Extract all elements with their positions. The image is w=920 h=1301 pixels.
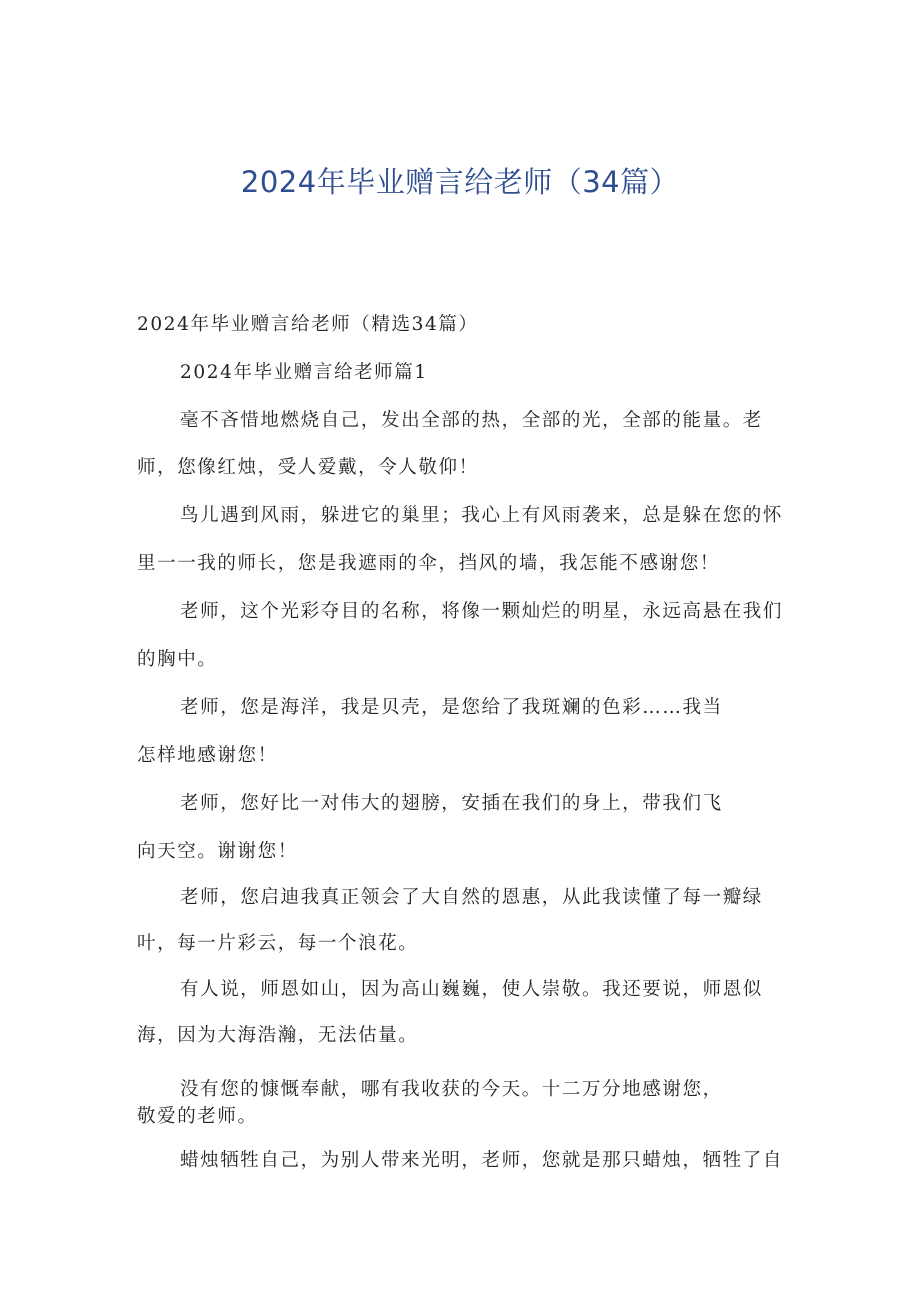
paragraph-line: 怎样地感谢您！ [137,745,278,766]
paragraph-line: 向天空。谢谢您！ [137,841,298,862]
paragraph-line: 里一一我的师长，您是我遮雨的伞，挡风的墙，我怎能不感谢您！ [137,553,720,574]
paragraph-line: 叶，每一片彩云，每一个浪花。 [137,933,419,954]
paragraph-line: 老师，您好比一对伟大的翅膀，安插在我们的身上，带我们飞 [180,793,723,814]
paragraph-line: 有人说，师恩如山，因为高山巍巍，使人崇敬。我还要说，师恩似 [180,979,763,1000]
paragraph-line: 毫不吝惜地燃烧自己，发出全部的热，全部的光，全部的能量。老 [180,410,763,431]
paragraph-line: 师，您像红烛，受人爱戴，令人敬仰！ [137,457,479,478]
paragraph-line: 敬爱的老师。 [137,1106,258,1127]
paragraph-line: 老师，您是海洋，我是贝壳，是您给了我斑斓的色彩……我当 [180,697,723,718]
paragraph-line: 老师，您启迪我真正领会了大自然的恩惠，从此我读懂了每一瓣绿 [180,887,763,908]
paragraph-line: 海，因为大海浩瀚，无法估量。 [137,1025,419,1046]
paragraph-line: 的胸中。 [137,649,218,670]
paragraph-line: 老师，这个光彩夺目的名称，将像一颗灿烂的明星，永远高悬在我们 [180,601,784,622]
paragraph-line: 没有您的慷慨奉献，哪有我收获的今天。十二万分地感谢您， [180,1079,723,1100]
document-subtitle: 2024年毕业赠言给老师（精选34篇） [137,314,479,335]
document-title: 2024年毕业赠言给老师（34篇） [240,165,680,199]
section-heading: 2024年毕业赠言给老师篇1 [180,362,428,383]
paragraph-line: 鸟儿遇到风雨，躲进它的巢里；我心上有风雨袭来，总是躲在您的怀 [180,505,784,526]
paragraph-line: 蜡烛牺牲自己，为别人带来光明，老师，您就是那只蜡烛，牺牲了自 [180,1150,784,1171]
